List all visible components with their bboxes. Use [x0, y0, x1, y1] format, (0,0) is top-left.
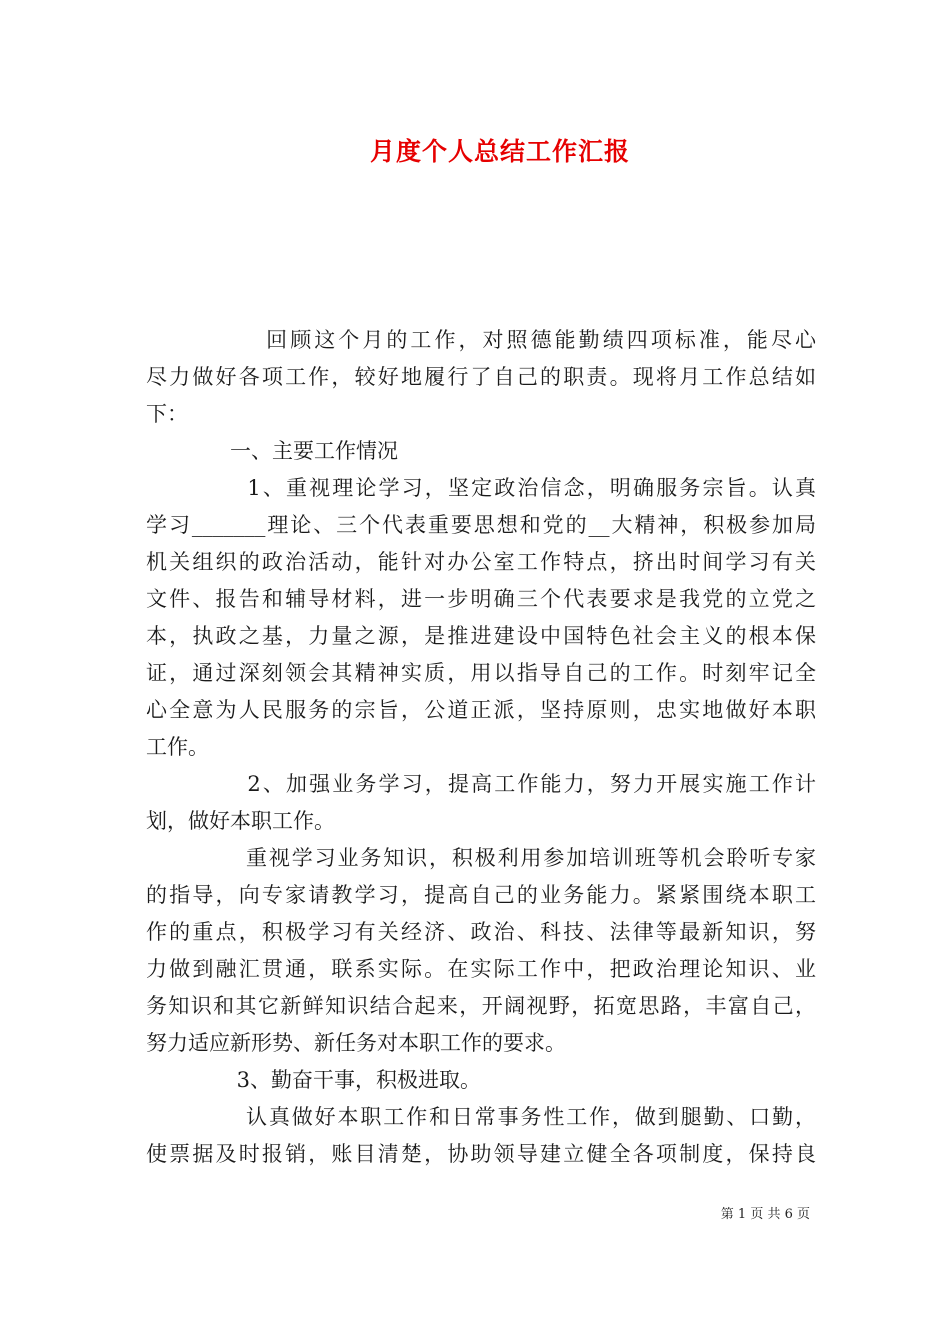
text-line: 2、加强业务学习，提高工作能力，努力开展实施工作计 — [146, 772, 816, 796]
text-line: 的指导，向专家请教学习，提高自己的业务能力。紧紧围绕本职工 — [146, 883, 816, 907]
page-footer: 第 1 页 共 6 页 — [720, 1207, 810, 1222]
text-line: 一、主要工作情况 — [146, 439, 398, 463]
text-line: 下： — [146, 402, 188, 426]
text-line: 本，执政之基，力量之源，是推进建设中国特色社会主义的根本保 — [146, 624, 816, 648]
text-line: 心全意为人民服务的宗旨，公道正派，坚持原则，忠实地做好本职 — [146, 698, 816, 722]
document-body — [146, 322, 816, 1173]
text-line: 3、勤奋干事，积极进取。 — [146, 1068, 482, 1092]
text-line: 认真做好本职工作和日常事务性工作，做到腿勤、口勤， — [146, 1105, 816, 1129]
text-line: 使票据及时报销，账目清楚，协助领导建立健全各项制度，保持良 — [146, 1142, 816, 1166]
text-line: 尽力做好各项工作，较好地履行了自己的职责。现将月工作总结如 — [146, 365, 816, 389]
document-title: 月度个人总结工作汇报 — [369, 137, 630, 166]
text-line: 努力适应新形势、新任务对本职工作的要求。 — [146, 1031, 566, 1055]
text-line: 划，做好本职工作。 — [146, 809, 335, 833]
text-line: 作的重点，积极学习有关经济、政治、科技、法律等最新知识，努 — [146, 920, 816, 944]
text-line: 1、重视理论学习，坚定政治信念，明确服务宗旨。认真 — [146, 476, 816, 500]
text-line: 证，通过深刻领会其精神实质，用以指导自己的工作。时刻牢记全 — [146, 661, 816, 685]
text-line: 机关组织的政治活动，能针对办公室工作特点，挤出时间学习有关 — [146, 550, 816, 574]
text-line: 学习_______理论、三个代表重要思想和党的__大精神，积极参加局 — [146, 513, 816, 537]
text-line: 工作。 — [146, 735, 209, 759]
text-line: 务知识和其它新鲜知识结合起来，开阔视野，拓宽思路，丰富自己， — [146, 994, 816, 1018]
text-line: 回顾这个月的工作，对照德能勤绩四项标准，能尽心 — [146, 328, 816, 352]
text-line: 文件、报告和辅导材料，进一步明确三个代表要求是我党的立党之 — [146, 587, 816, 611]
text-line: 力做到融汇贯通，联系实际。在实际工作中，把政治理论知识、业 — [146, 957, 816, 981]
text-line: 重视学习业务知识，积极利用参加培训班等机会聆听专家 — [146, 846, 816, 870]
